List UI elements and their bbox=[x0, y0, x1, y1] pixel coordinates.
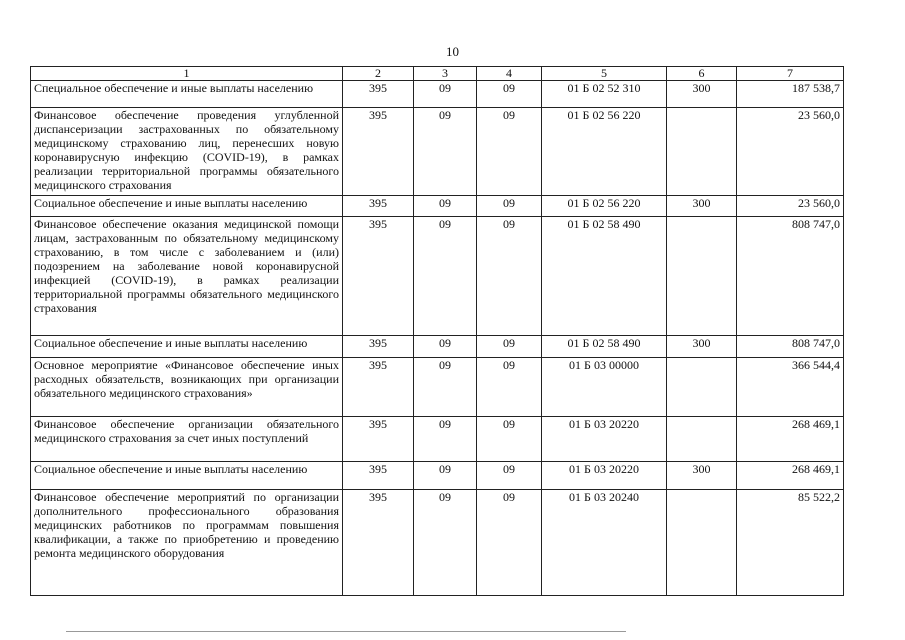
header-row bbox=[31, 67, 844, 81]
table-row bbox=[31, 108, 844, 196]
row-col-5: 01 Б 02 58 490 bbox=[542, 336, 667, 358]
row-col-5: 01 Б 02 58 490 bbox=[542, 217, 667, 336]
row-col-7: 808 747,0 bbox=[737, 217, 844, 336]
row-col-6 bbox=[667, 417, 737, 462]
row-col-5: 01 Б 03 20220 bbox=[542, 417, 667, 462]
row-col-2: 395 bbox=[343, 417, 414, 462]
row-col-3: 09 bbox=[414, 108, 477, 196]
bottom-divider bbox=[66, 631, 626, 632]
row-col-6: 300 bbox=[667, 336, 737, 358]
row-col-3: 09 bbox=[414, 462, 477, 490]
table-row bbox=[31, 358, 844, 417]
row-col-2: 395 bbox=[343, 336, 414, 358]
table-row bbox=[31, 81, 844, 108]
table-row bbox=[31, 462, 844, 490]
row-col-2: 395 bbox=[343, 358, 414, 417]
row-col-4: 09 bbox=[477, 81, 542, 108]
row-col-7: 808 747,0 bbox=[737, 336, 844, 358]
row-name: Финансовое обеспечение оказания медицинской помощи лицам, застрахованным по обязательному медицинскому страхованию, в том числе с заболеванием и (или) подозрением на заболевание новой коронавирусной инфекцией (COVID-19), в рамках реализации территориальной программы обязательного медицинского страхования bbox=[31, 217, 343, 336]
header-col-2: 2 bbox=[343, 67, 414, 81]
row-name: Финансовое обеспечение проведения углубленной диспансеризации застрахованных по обязательному медицинскому страхованию лиц, перенесших новую коронавирусную инфекцию (COVID-19), в рамках реализации территориальной программы обязательного медицинского страхования bbox=[31, 108, 343, 196]
row-col-2: 395 bbox=[343, 196, 414, 217]
row-col-4: 09 bbox=[477, 358, 542, 417]
row-col-6 bbox=[667, 217, 737, 336]
row-col-3: 09 bbox=[414, 81, 477, 108]
row-col-6: 300 bbox=[667, 196, 737, 217]
row-col-7: 366 544,4 bbox=[737, 358, 844, 417]
row-col-7: 187 538,7 bbox=[737, 81, 844, 108]
header-col-7: 7 bbox=[737, 67, 844, 81]
row-name: Финансовое обеспечение организации обязательного медицинского страхования за счет иных поступлений bbox=[31, 417, 343, 462]
row-col-3: 09 bbox=[414, 217, 477, 336]
header-col-1: 1 bbox=[31, 67, 343, 81]
table-row bbox=[31, 417, 844, 462]
row-col-4: 09 bbox=[477, 108, 542, 196]
row-col-5: 01 Б 03 20240 bbox=[542, 490, 667, 596]
row-col-4: 09 bbox=[477, 336, 542, 358]
budget-table bbox=[30, 66, 844, 596]
row-name: Специальное обеспечение и иные выплаты населению bbox=[31, 81, 343, 108]
row-col-7: 268 469,1 bbox=[737, 417, 844, 462]
row-col-2: 395 bbox=[343, 217, 414, 336]
row-col-5: 01 Б 03 00000 bbox=[542, 358, 667, 417]
row-name: Социальное обеспечение и иные выплаты населению bbox=[31, 462, 343, 490]
header-col-5: 5 bbox=[542, 67, 667, 81]
table-row bbox=[31, 336, 844, 358]
table-row bbox=[31, 217, 844, 336]
row-col-4: 09 bbox=[477, 490, 542, 596]
row-col-6: 300 bbox=[667, 81, 737, 108]
row-col-4: 09 bbox=[477, 196, 542, 217]
row-col-5: 01 Б 02 56 220 bbox=[542, 108, 667, 196]
header-col-6: 6 bbox=[667, 67, 737, 81]
row-col-6 bbox=[667, 358, 737, 417]
row-col-2: 395 bbox=[343, 108, 414, 196]
row-col-2: 395 bbox=[343, 81, 414, 108]
row-col-7: 23 560,0 bbox=[737, 108, 844, 196]
row-name: Финансовое обеспечение мероприятий по организации дополнительного профессионального образования медицинских работников по программам повышения квалификации, а также по приобретению и проведению ремонта медицинского оборудования bbox=[31, 490, 343, 596]
table-row bbox=[31, 196, 844, 217]
row-col-4: 09 bbox=[477, 462, 542, 490]
row-col-5: 01 Б 03 20220 bbox=[542, 462, 667, 490]
row-col-3: 09 bbox=[414, 417, 477, 462]
row-name: Основное мероприятие «Финансовое обеспечение иных расходных обязательств, возникающих при организации обязательного медицинского страхования» bbox=[31, 358, 343, 417]
page-number: 10 bbox=[446, 44, 459, 59]
header-col-4: 4 bbox=[477, 67, 542, 81]
row-col-7: 268 469,1 bbox=[737, 462, 844, 490]
row-col-6: 300 bbox=[667, 462, 737, 490]
row-col-6 bbox=[667, 490, 737, 596]
row-col-3: 09 bbox=[414, 336, 477, 358]
row-name: Социальное обеспечение и иные выплаты населению bbox=[31, 336, 343, 358]
row-col-5: 01 Б 02 56 220 bbox=[542, 196, 667, 217]
row-col-3: 09 bbox=[414, 196, 477, 217]
row-col-7: 23 560,0 bbox=[737, 196, 844, 217]
row-col-2: 395 bbox=[343, 462, 414, 490]
row-col-5: 01 Б 02 52 310 bbox=[542, 81, 667, 108]
row-col-6 bbox=[667, 108, 737, 196]
header-col-3: 3 bbox=[414, 67, 477, 81]
row-col-7: 85 522,2 bbox=[737, 490, 844, 596]
row-name: Социальное обеспечение и иные выплаты населению bbox=[31, 196, 343, 217]
row-col-4: 09 bbox=[477, 217, 542, 336]
row-col-4: 09 bbox=[477, 417, 542, 462]
row-col-3: 09 bbox=[414, 490, 477, 596]
table-row bbox=[31, 490, 844, 596]
row-col-2: 395 bbox=[343, 490, 414, 596]
row-col-3: 09 bbox=[414, 358, 477, 417]
